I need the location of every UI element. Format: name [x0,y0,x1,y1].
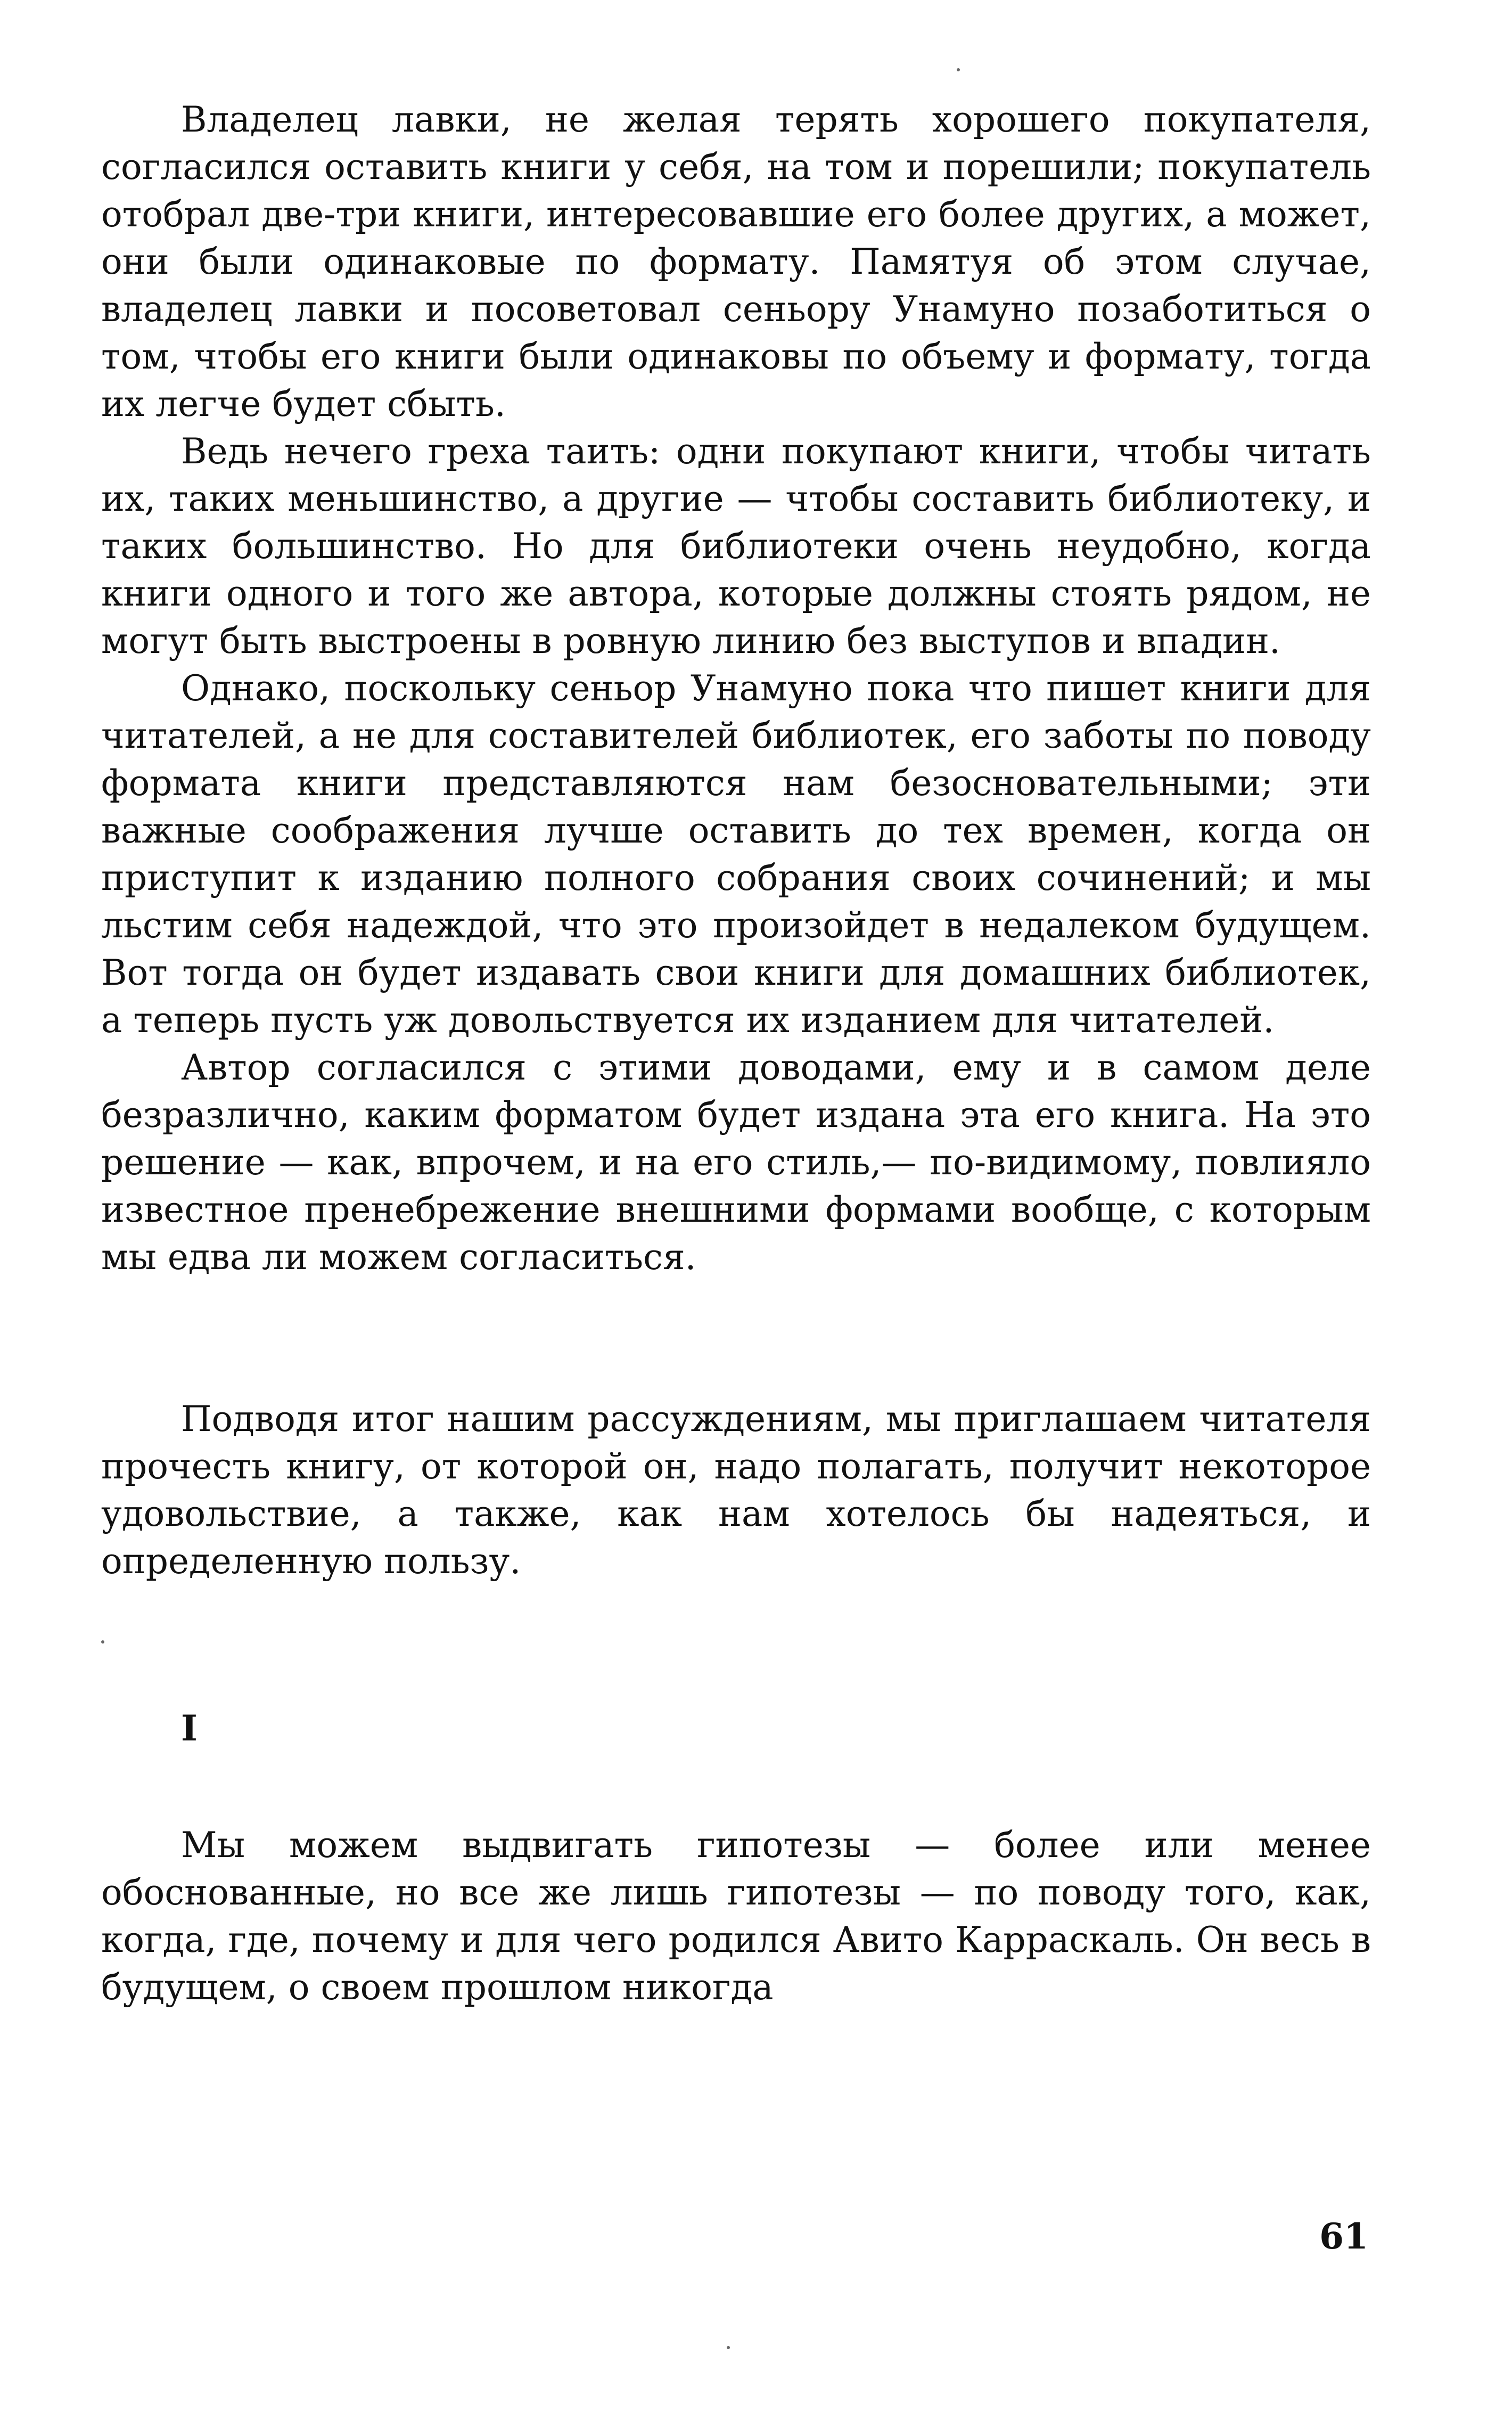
scan-speck [727,2346,730,2349]
paragraph-format-concerns: Однако, поскольку сеньор Унамуно пока что пишет книги для читателей, а не для составителей библиотек, его заботы по поводу формата книги представляются нам безосновательными; эти важные соображения лучше оставить до тех времен, когда он приступит к изданию полного собрания своих сочинений; и мы льстим себя надеждой, что это произойдет в недалеком будущем. Вот тогда он будет издавать свои книги для домашних библиотек, а теперь пусть уж довольствуется их изданием для читателей. [101,668,1371,1041]
page-body [101,96,1371,2011]
paragraph-shop-owner: Владелец лавки, не желая терять хорошего покупателя, согласился оставить книги у себя, на том и порешили; покупатель отобрал две-три книги, интересовавшие его более других, а может, они были одинаковые по формату. Памятуя об этом случае, владелец лавки и посоветовал сеньору Унамуно позаботиться о том, чтобы его книги были одинаковы по объему и формату, тогда их легче будет сбыть. [101,99,1371,424]
paragraph-book-buyers: Ведь нечего греха таить: одни покупают книги, чтобы читать их, таких меньшинство, а другие — чтобы составить библиотеку, и таких большинство. Но для библиотеки очень неудобно, когда книги одного и того же автора, которые должны стоять рядом, не могут быть выстроены в ровную линию без выступов и впадин. [101,431,1371,661]
chapter-gap-top [101,1585,1371,1705]
chapter-number: I [181,1707,198,1749]
page-number: 61 [1319,2215,1368,2257]
section-gap [101,1281,1371,1395]
scan-speck [101,1640,104,1644]
paragraph-author-agreed: Автор согласился с этими доводами, ему и в самом деле безразлично, каким форматом будет издана эта его книга. На это решение — как, впрочем, и на его стиль,— по-видимому, повлияло известное пренебрежение внешними формами вообще, с которым мы едва ли можем согласиться. [101,1047,1371,1278]
paragraph-conclusion: Подводя итог нашим рассуждениям, мы приглашаем читателя прочесть книгу, от которой он, надо полагать, получит некоторое удовольствие, а также, как нам хотелось бы надеяться, и определенную пользу. [101,1399,1371,1582]
chapter-gap-bottom [101,1752,1371,1821]
scan-speck [957,68,960,71]
paragraph-chapter-start: Мы можем выдвигать гипотезы — более или менее обоснованные, но все же лишь гипотезы — по поводу того, как, когда, где, почему и для чего родился Авито Карраскаль. Он весь в будущем, о своем прошлом никогда [101,1825,1371,2008]
